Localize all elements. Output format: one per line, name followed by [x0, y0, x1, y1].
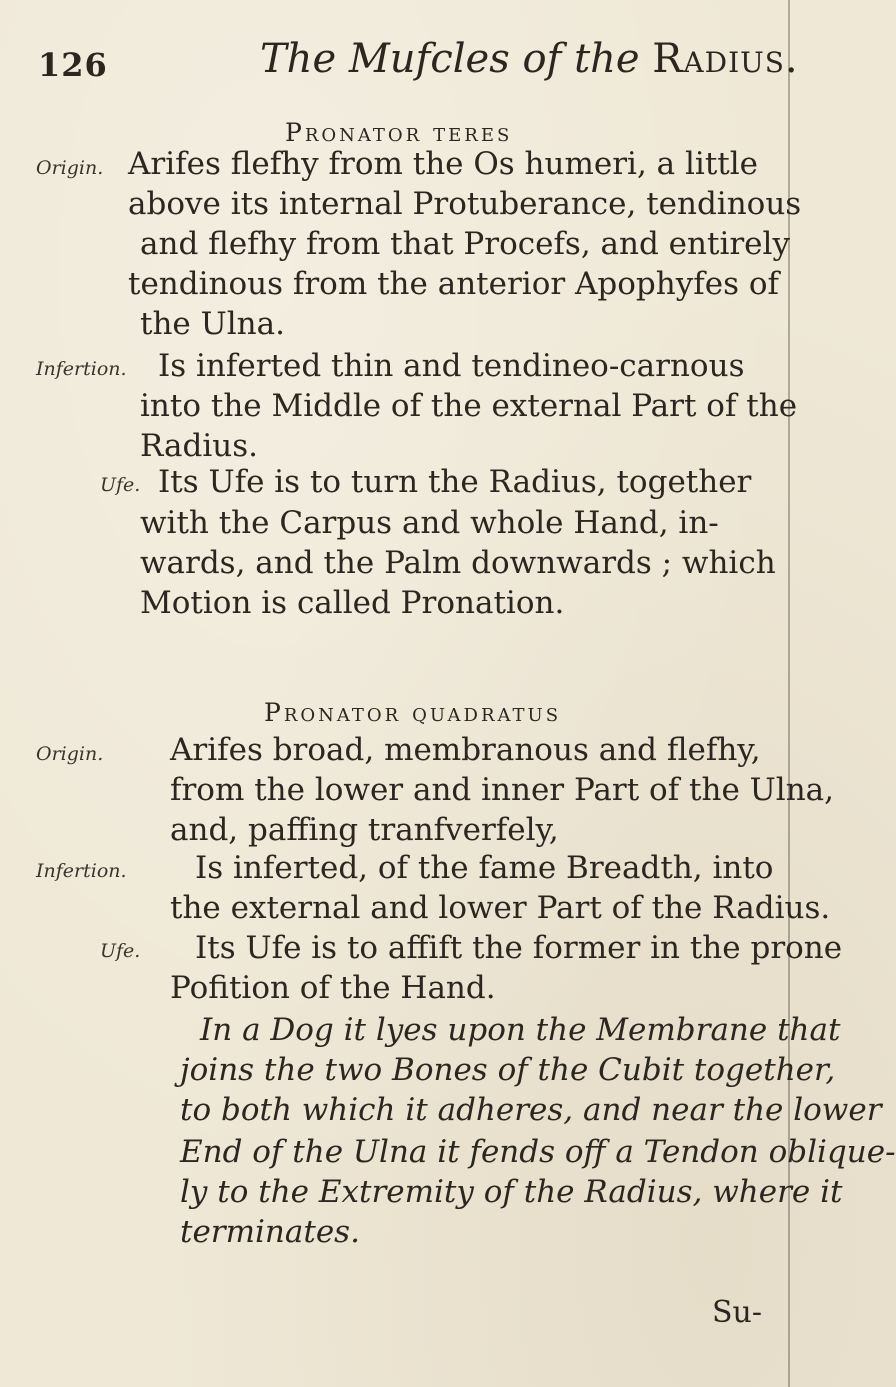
text-line: Its Ufe is to turn the Radius, together [158, 464, 752, 500]
margin-note: Infertion. [36, 358, 127, 380]
text-line: the external and lower Part of the Radius. [170, 890, 831, 926]
text-line: to both which it adheres, and near the lower [180, 1092, 882, 1128]
text-line: into the Middle of the external Part of the [140, 388, 798, 424]
text-line: joins the two Bones of the Cubit together, [180, 1052, 836, 1088]
text-line: Pofition of the Hand. [170, 970, 496, 1006]
section-title: Pronator quadratus [264, 698, 562, 727]
text-line: Arifes flefhy from the Os humeri, a little [128, 146, 758, 182]
margin-note: Ufe. [100, 474, 141, 496]
text-line: Motion is called Pronation. [140, 585, 565, 621]
text-line: above its internal Protuberance, tendinous [128, 186, 802, 222]
margin-note: Ufe. [100, 940, 141, 962]
text-line: the Ulna. [140, 306, 285, 342]
text-line: ly to the Extremity of the Radius, where it [180, 1174, 843, 1210]
running-title-text: The Mufcles of the [260, 36, 640, 82]
running-title-caps: Radius. [652, 36, 799, 82]
text-line: with the Carpus and whole Hand, in- [140, 505, 719, 541]
running-title [260, 36, 799, 82]
text-line: In a Dog it lyes upon the Membrane that [200, 1012, 841, 1048]
page-header [0, 18, 800, 84]
page-number: 126 [38, 46, 108, 84]
text-line: tendinous from the anterior Apophyfes of [128, 266, 779, 302]
text-line: Radius. [140, 428, 259, 464]
text-line: Its Ufe is to affift the former in the prone [195, 930, 843, 966]
margin-note: Origin. [36, 157, 104, 179]
margin-note: Infertion. [36, 860, 127, 882]
text-line: terminates. [180, 1214, 360, 1250]
text-line: Arifes broad, membranous and flefhy, [170, 732, 761, 768]
margin-note: Origin. [36, 743, 104, 765]
text-line: Is inferted, of the fame Breadth, into [195, 850, 774, 886]
text-line: Is inferted thin and tendineo-carnous [158, 348, 745, 384]
text-line: End of the Ulna it fends off a Tendon oblique- [180, 1134, 896, 1170]
text-line: and flefhy from that Procefs, and entirely [140, 226, 790, 262]
text-line: wards, and the Palm downwards ; which [140, 545, 776, 581]
section-title: Pronator teres [285, 118, 513, 147]
catchword: Su- [711, 1295, 762, 1330]
text-line: from the lower and inner Part of the Ulna, [170, 772, 835, 808]
text-line: and, paffing tranfverfely, [170, 812, 559, 848]
